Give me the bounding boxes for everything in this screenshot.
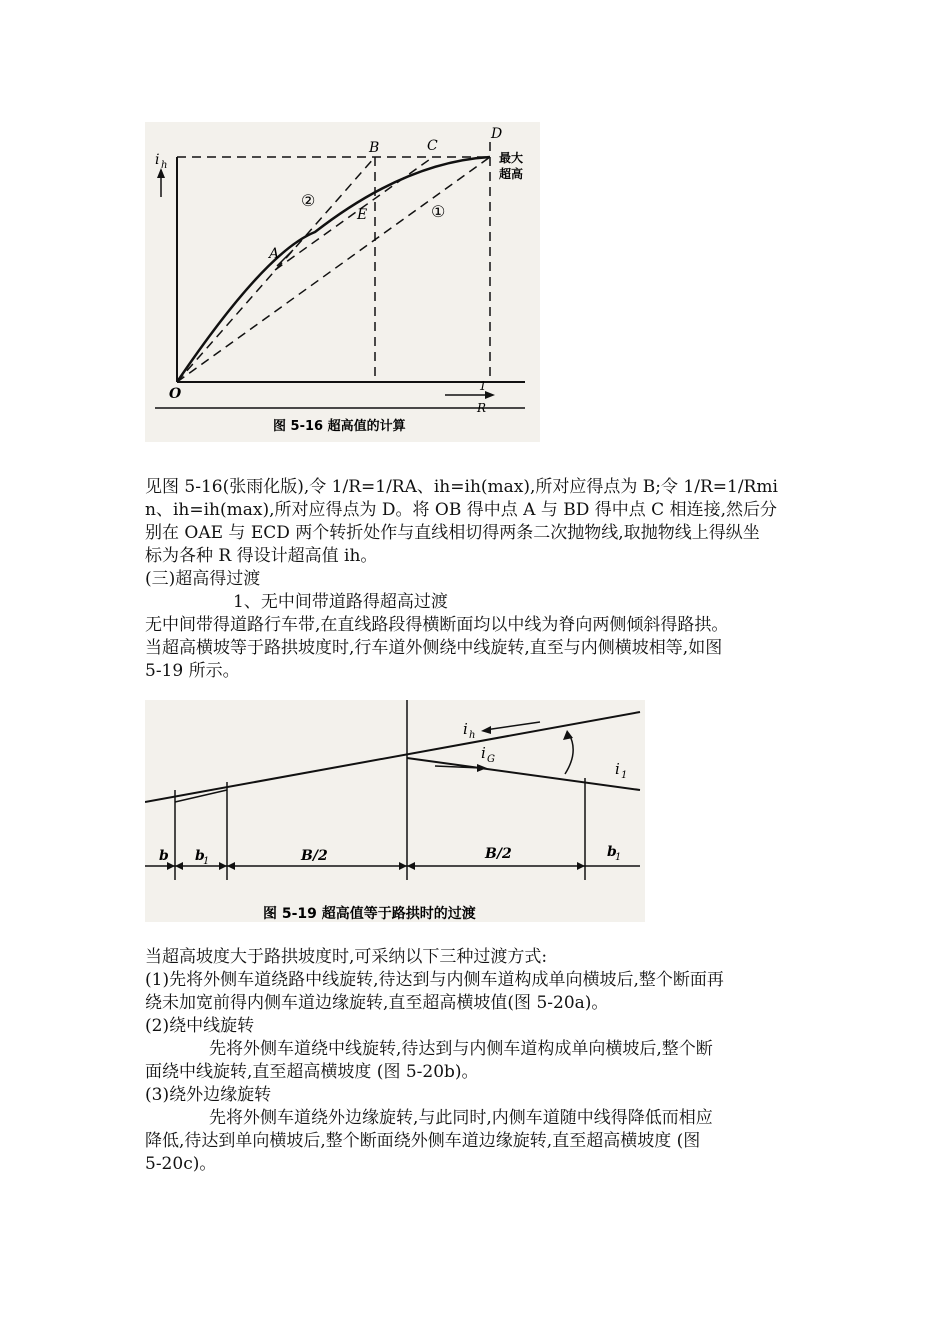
label-o: O <box>169 386 182 402</box>
label-ig: i <box>481 744 486 762</box>
label-b: B <box>369 140 380 156</box>
paragraph-line: 先将外侧车道绕中线旋转,待达到与内侧车道构成单向横坡后,整个断 <box>209 1039 713 1059</box>
paragraph-line: 绕未加宽前得内侧车道边缘旋转,直至超高横坡值(图 5-20a)。 <box>145 993 609 1013</box>
paragraph-line: 面绕中线旋转,直至超高横坡度 (图 5-20b)。 <box>145 1062 479 1082</box>
figure-5-19-drawing <box>145 700 645 922</box>
label-x-num: 1 <box>479 379 487 393</box>
paragraph-line: 5-19 所示。 <box>145 661 240 681</box>
label-b-half-left: B/2 <box>301 848 328 864</box>
paragraph-line: n、ih=ih(max),所对应得点为 D。将 OB 得中点 A 与 BD 得中点 C 相连接,然后分 <box>145 500 777 520</box>
figure-5-16 <box>145 122 540 442</box>
label-ih-sub: h <box>469 730 476 741</box>
label-ih-sub: h <box>161 160 168 171</box>
subsection-heading: 1、无中间带道路得超高过渡 <box>233 592 448 612</box>
label-ig-sub: G <box>487 754 495 765</box>
item-heading: (3)绕外边缘旋转 <box>145 1085 272 1105</box>
label-ih: i <box>155 152 160 168</box>
label-b1-sub: 1 <box>203 856 210 867</box>
paragraph-line: (1)先将外侧车道绕路中线旋转,待达到与内侧车道构成单向横坡后,整个断面再 <box>145 970 724 990</box>
paragraph-line: 别在 OAE 与 ECD 两个转折处作与直线相切得两条二次抛物线,取抛物线上得纵坐 <box>145 523 760 543</box>
paragraph-line: 标为各种 R 得设计超高值 ih。 <box>145 546 378 566</box>
figure-5-19-caption: 图 5-19 超高值等于路拱时的过渡 <box>263 906 476 922</box>
label-b: b <box>159 848 169 864</box>
label-a: A <box>269 246 280 262</box>
section-heading: (三)超高得过渡 <box>145 569 261 589</box>
label-circle-1: ① <box>431 202 446 221</box>
item-heading: (2)绕中线旋转 <box>145 1016 255 1036</box>
paragraph-transition-methods <box>145 946 810 1176</box>
label-max-line-1: 最大 <box>499 151 524 165</box>
label-max-line-2: 超高 <box>499 167 524 181</box>
paragraph-line: 无中间带得道路行车带,在直线路段得横断面均以中线为脊向两侧倾斜得路拱。 <box>145 615 729 635</box>
paragraph-line: 5-20c)。 <box>145 1154 217 1174</box>
paragraph-line: 见图 5-16(张雨化版),令 1/R=1/RA、ih=ih(max),所对应得点为 B;令 1/R=1/Rmi <box>145 477 778 497</box>
paragraph-line: 当超高横坡等于路拱坡度时,行车道外侧绕中线旋转,直至与内侧横坡相等,如图 <box>145 638 723 658</box>
figure-5-16-drawing <box>145 122 540 442</box>
figure-5-19 <box>145 700 645 922</box>
paragraph-line: 降低,待达到单向横坡后,整个断面绕外侧车道边缘旋转,直至超高横坡度 (图 <box>145 1131 701 1151</box>
paragraph-line: 先将外侧车道绕外边缘旋转,与此同时,内侧车道随中线得降低而相应 <box>209 1108 713 1128</box>
label-circle-2: ② <box>301 191 316 210</box>
label-e: E <box>357 207 368 223</box>
label-c: C <box>427 138 438 154</box>
label-i1: i <box>615 760 620 778</box>
paragraph-superelevation-calc <box>145 476 810 683</box>
label-b1: b <box>195 848 205 864</box>
figure-5-16-caption: 图 5-16 超高值的计算 <box>273 419 406 434</box>
paragraph-line: 当超高坡度大于路拱坡度时,可采纳以下三种过渡方式: <box>145 947 548 967</box>
label-d: D <box>491 126 503 142</box>
label-b-half-right: B/2 <box>485 846 512 862</box>
label-b1-right-sub: 1 <box>615 852 622 863</box>
label-ih: i <box>463 720 468 738</box>
label-i1-sub: 1 <box>621 770 628 781</box>
label-x-den: R <box>477 401 487 415</box>
label-b1-right: b <box>607 844 617 860</box>
